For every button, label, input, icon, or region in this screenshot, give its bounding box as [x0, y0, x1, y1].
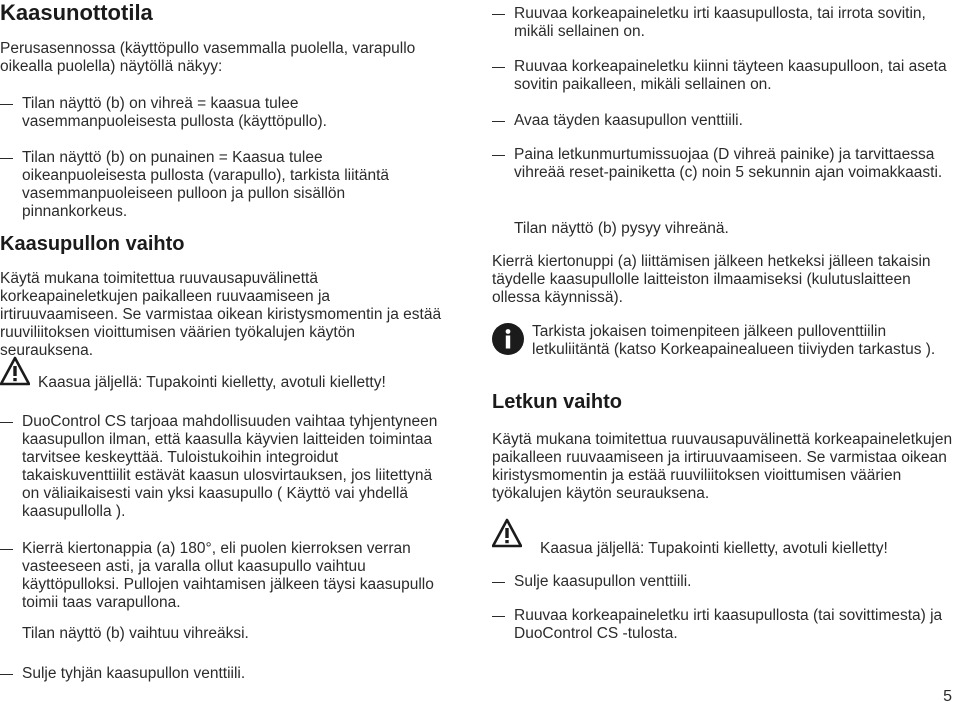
page-number: 5: [943, 688, 952, 705]
list-item: [492, 146, 954, 182]
list-item: [0, 95, 450, 131]
list-item-text: Kierrä kiertonappia (a) 180°, eli puolen kierroksen verran vasteeseen asti, ja varalla ollut kaasupullo vaihtuu käyttöpulloksi. Pullojen vaihtamisen jälkeen täysi kaasupullo toimii taas varapullona.: [22, 540, 434, 611]
dash-bullet: [0, 422, 13, 423]
dash-bullet: [492, 67, 505, 68]
list-item-text: Avaa täyden kaasupullon venttiili.: [514, 112, 743, 129]
list-item: [492, 112, 954, 130]
list-item-text: Paina letkunmurtumissuojaa (D vihreä painike) ja tarvittaessa vihreää reset-painiketta (c) noin 5 sekunnin ajan voimakkaasti.: [514, 146, 943, 181]
list-item: [492, 5, 954, 41]
tool-note-paragraph: Käytä mukana toimitettua ruuvausapuvälinettä korkeapaineletkujen paikalleen ruuvaamiseen ja irtiruuvaamiseen. Se varmistaa oikean kiristysmomentin ja estää ruuviliitoksen vioittumisen väärien työkalujen käytön seurauksena.: [492, 431, 953, 502]
list-item: [492, 573, 954, 591]
section-heading-cylinder-change: Kaasupullon vaihto: [0, 233, 185, 255]
section-heading-gas-supply: Kaasunottotila: [0, 0, 153, 25]
list-item: [0, 413, 450, 521]
after-note-paragraph: Kierrä kiertonuppi (a) liittämisen jälkeen hetkeksi jälleen takaisin täydelle kaasupullolle laitteiston ilmaamiseksi (kulutuslaitteen ollessa käynnissä).: [492, 253, 931, 306]
dash-bullet: [0, 549, 13, 550]
warning-triangle-icon: [492, 518, 522, 548]
section-heading-hose-change: Letkun vaihto: [492, 391, 623, 413]
info-text: Tarkista jokaisen toimenpiteen jälkeen pulloventtiilin letkuliitäntä (katso Korkeapainealueen tiiviyden tarkastus ).: [532, 323, 936, 358]
dash-bullet: [492, 121, 505, 122]
list-item: [0, 149, 450, 221]
status-note: [0, 625, 450, 643]
list-item-text: Tilan näyttö (b) on punainen = Kaasua tulee oikeanpuoleisesta pullosta (varapullo), tarkista liitäntä vasemmanpuoleiseen pulloon ja pullon sisällön pinnankorkeus.: [22, 149, 390, 220]
status-note-text: Tilan näyttö (b) vaihtuu vihreäksi.: [22, 625, 249, 642]
dash-bullet: [492, 616, 505, 617]
list-item-text: Sulje tyhjän kaasupullon venttiili.: [22, 665, 246, 682]
warning-triangle-icon: [0, 356, 30, 386]
list-item-text: Ruuvaa korkeapaineletku kiinni täyteen kaasupulloon, tai aseta sovitin paikalleen, mikäli sellainen on.: [514, 58, 947, 93]
list-item: [0, 540, 450, 612]
dash-bullet: [492, 582, 505, 583]
info-notice: [492, 323, 954, 359]
warning-notice: [0, 356, 450, 392]
list-item-text: Sulje kaasupullon venttiili.: [514, 573, 692, 590]
warning-text: Kaasua jäljellä: Tupakointi kielletty, avotuli kielletty!: [38, 374, 386, 391]
list-item: [0, 665, 450, 683]
list-item-text: Ruuvaa korkeapaineletku irti kaasupullosta (tai sovittimesta) ja DuoControl CS -tulosta.: [514, 607, 943, 642]
dash-bullet: [492, 155, 505, 156]
list-item: [492, 607, 954, 643]
dash-bullet: [0, 674, 13, 675]
list-item: [492, 58, 954, 94]
intro-paragraph: Perusasennossa (käyttöpullo vasemmalla puolella, varapullo oikealla puolella) näytöllä näkyy:: [0, 40, 416, 75]
status-note: [492, 220, 954, 238]
info-circle-icon: [492, 323, 524, 355]
dash-bullet: [0, 158, 13, 159]
dash-bullet: [492, 14, 505, 15]
warning-notice: [492, 518, 954, 558]
list-item-text: DuoControl CS tarjoaa mahdollisuuden vaihtaa tyhjentyneen kaasupullon ilman, että kaasulla käyvien laitteiden toimintaa tarvitsee keskeyttää. Tuloistukoihin integroidut takaiskuventtiilit estävät kaasun ulosvirtauksen, jos liitettynä on väliaikaisesti vain yksi kaasupullo ( Käyttö vai yhdellä kaasupullolla ).: [22, 413, 438, 520]
warning-text: Kaasua jäljellä: Tupakointi kielletty, avotuli kielletty!: [540, 540, 888, 557]
dash-bullet: [0, 104, 13, 105]
status-note-text: Tilan näyttö (b) pysyy vihreänä.: [514, 220, 729, 237]
list-item-text: Tilan näyttö (b) on vihreä = kaasua tulee vasemmanpuoleisesta pullosta (käyttöpullo).: [22, 95, 327, 130]
tool-note-paragraph: Käytä mukana toimitettua ruuvausapuvälinettä korkeapaineletkujen paikalleen ruuvaamiseen ja irtiruuvaamiseen. Se varmistaa oikean kiristysmomentin ja estää ruuviliitoksen vioittumisen väärien työkalujen käytön seurauksena.: [0, 270, 442, 359]
list-item-text: Ruuvaa korkeapaineletku irti kaasupullosta, tai irrota sovitin, mikäli sellainen on.: [514, 5, 926, 40]
